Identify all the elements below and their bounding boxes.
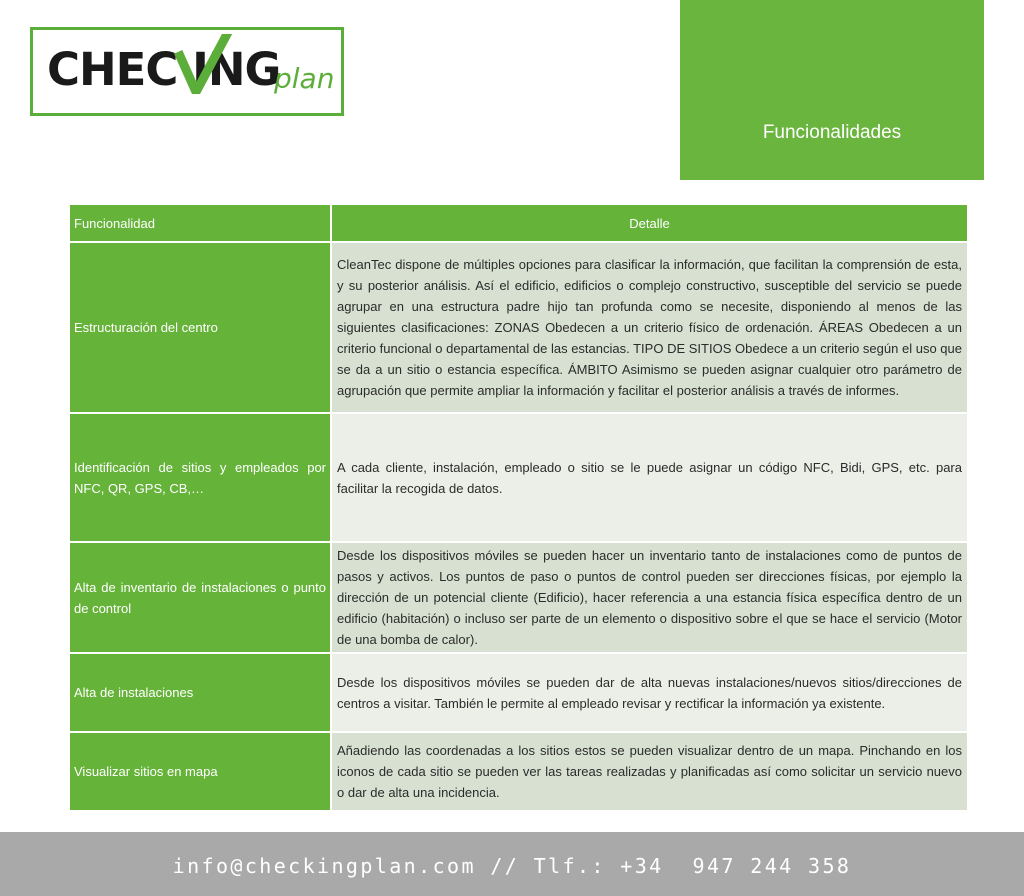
- table-row: [69, 413, 968, 542]
- page-title: Funcionalidades: [762, 122, 902, 143]
- footer-bar: [0, 832, 1024, 896]
- footer-contact: info@checkingplan.com // Tlf.: +34 947 244 358: [172, 854, 852, 878]
- table-header-row: [69, 204, 968, 242]
- logo: [30, 27, 344, 116]
- feature-name: Identificación de sitios y empleados por NFC, QR, GPS, CB,…: [69, 413, 331, 542]
- column-header-detalle: Detalle: [331, 204, 968, 242]
- feature-detail: A cada cliente, instalación, empleado o sitio se le puede asignar un código NFC, Bidi, GPS, etc. para facilitar la recogida de datos.: [331, 413, 968, 542]
- feature-name: Alta de inventario de instalaciones o punto de control: [69, 542, 331, 653]
- feature-detail: Desde los dispositivos móviles se pueden hacer un inventario tanto de instalaciones como de puntos de pasos y activos. Los puntos de paso o puntos de control pueden ser direcciones físicas, por ejemplo la dirección de un potencial cliente (Edificio), hacer referencia a una estancia física específica dentro de un edificio (habitación) o incluso ser parte de un elemento o dispositivo sobre el que se hace el servicio (Motor de una bomba de calor).: [331, 542, 968, 653]
- column-header-funcionalidad: Funcionalidad: [69, 204, 331, 242]
- checkmark-icon: [162, 34, 232, 94]
- feature-name: Visualizar sitios en mapa: [69, 732, 331, 811]
- feature-detail: CleanTec dispone de múltiples opciones para clasificar la información, que facilitan la comprensión de esta, y su posterior análisis. Así el edificio, edificios o complejo constructivo, susceptible del servicio se puede agrupar en una estructura padre hijo tan profunda como se necesite, disponiendo al menos de las siguientes clasificaciones: ZONAS Obedecen a un criterio físico de ordenación. ÁREAS Obedecen a un criterio funcional o departamental de las estancias. TIPO DE SITIOS Obedece a un criterio según el uso que se da a un sitio o estancia específica. ÁMBITO Asimismo se pueden asignar cualquier otro parámetro de agrupación que permite ampliar la información y facilitar el posterior análisis a través de informes.: [331, 242, 968, 413]
- table-row: [69, 732, 968, 811]
- table-row: [69, 242, 968, 413]
- feature-detail: Añadiendo las coordenadas a los sitios estos se pueden visualizar dentro de un mapa. Pinchando en los iconos de cada sitio se pueden ver las tareas realizadas y planificadas así como solicitar un servicio nuevo o dar de alta una incidencia.: [331, 732, 968, 811]
- logo-wordmark: CHEC ING: [47, 43, 281, 96]
- feature-name: Estructuración del centro: [69, 242, 331, 413]
- features-table: [68, 203, 969, 812]
- logo-subtitle: plan: [274, 62, 335, 95]
- title-panel: [680, 0, 984, 180]
- table-row: [69, 653, 968, 732]
- feature-detail: Desde los dispositivos móviles se pueden dar de alta nuevas instalaciones/nuevos sitios/direcciones de centros a visitar. También le permite al empleado revisar y rectificar la información ya existente.: [331, 653, 968, 732]
- feature-name: Alta de instalaciones: [69, 653, 331, 732]
- table-row: [69, 542, 968, 653]
